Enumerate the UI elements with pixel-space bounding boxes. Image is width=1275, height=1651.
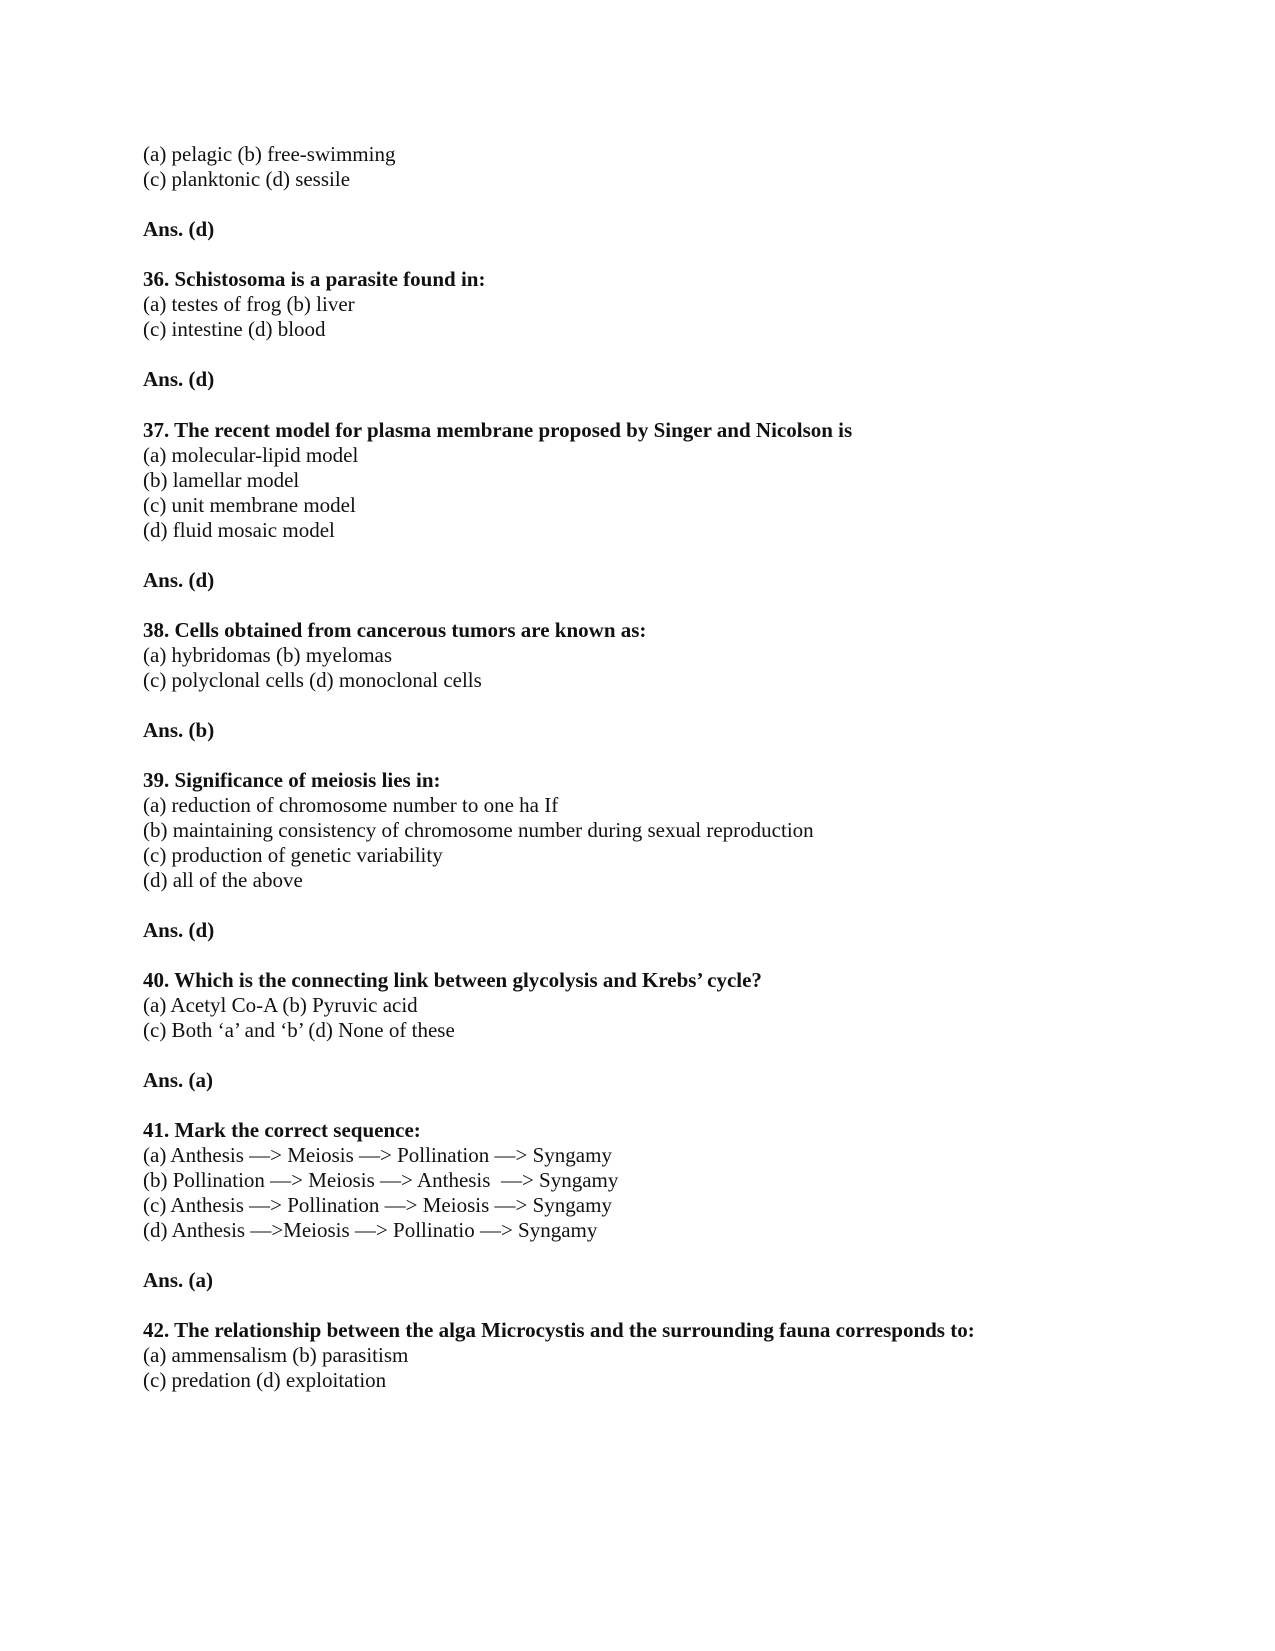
answer-label: Ans. (d) [143, 918, 215, 942]
answer-label: Ans. (a) [143, 1268, 214, 1292]
option-line: (c) intestine (d) blood [143, 317, 326, 341]
option-line: (a) ammensalism (b) parasitism [143, 1343, 409, 1367]
option-line: (d) all of the above [143, 868, 303, 892]
answer-label: Ans. (d) [143, 217, 215, 241]
option-line: (c) production of genetic variability [143, 843, 443, 867]
option-line: (c) Anthesis —> Pollination —> Meiosis —> Syngamy [143, 1193, 612, 1217]
option-line: (c) Both ‘a’ and ‘b’ (d) None of these [143, 1018, 455, 1042]
option-line: (a) testes of frog (b) liver [143, 292, 355, 316]
answer-label: Ans. (d) [143, 367, 215, 391]
answer-label: Ans. (b) [143, 718, 215, 742]
option-line: (a) Acetyl Co-A (b) Pyruvic acid [143, 993, 418, 1017]
intro-option-line: (a) pelagic (b) free-swimming [143, 142, 396, 166]
question-41-heading: 41. Mark the correct sequence: [143, 1118, 421, 1142]
question-40-heading: 40. Which is the connecting link between glycolysis and Krebs’ cycle? [143, 968, 762, 992]
question-38-heading: 38. Cells obtained from cancerous tumors are known as: [143, 618, 647, 642]
option-line: (a) reduction of chromosome number to one ha If [143, 793, 559, 817]
question-36-heading: 36. Schistosoma is a parasite found in: [143, 267, 486, 291]
option-line: (b) maintaining consistency of chromosome number during sexual reproduction [143, 818, 814, 842]
option-line: (c) predation (d) exploitation [143, 1368, 387, 1392]
answer-label: Ans. (a) [143, 1068, 214, 1092]
option-line: (b) Pollination —> Meiosis —> Anthesis —> Syngamy [143, 1168, 619, 1192]
option-line: (a) molecular-lipid model [143, 443, 359, 467]
answer-label: Ans. (d) [143, 568, 215, 592]
option-line: (d) Anthesis —>Meiosis —> Pollinatio —> Syngamy [143, 1218, 598, 1242]
option-line: (a) Anthesis —> Meiosis —> Pollination —> Syngamy [143, 1143, 612, 1167]
intro-option-line: (c) planktonic (d) sessile [143, 167, 351, 191]
option-line: (c) polyclonal cells (d) monoclonal cells [143, 668, 482, 692]
question-37-heading: 37. The recent model for plasma membrane proposed by Singer and Nicolson is [143, 418, 853, 442]
question-42-heading: 42. The relationship between the alga Microcystis and the surrounding fauna corresponds to: [143, 1318, 975, 1342]
option-line: (d) fluid mosaic model [143, 518, 335, 542]
option-line: (c) unit membrane model [143, 493, 356, 517]
question-39-heading: 39. Significance of meiosis lies in: [143, 768, 441, 792]
option-line: (a) hybridomas (b) myelomas [143, 643, 393, 667]
option-line: (b) lamellar model [143, 468, 300, 492]
